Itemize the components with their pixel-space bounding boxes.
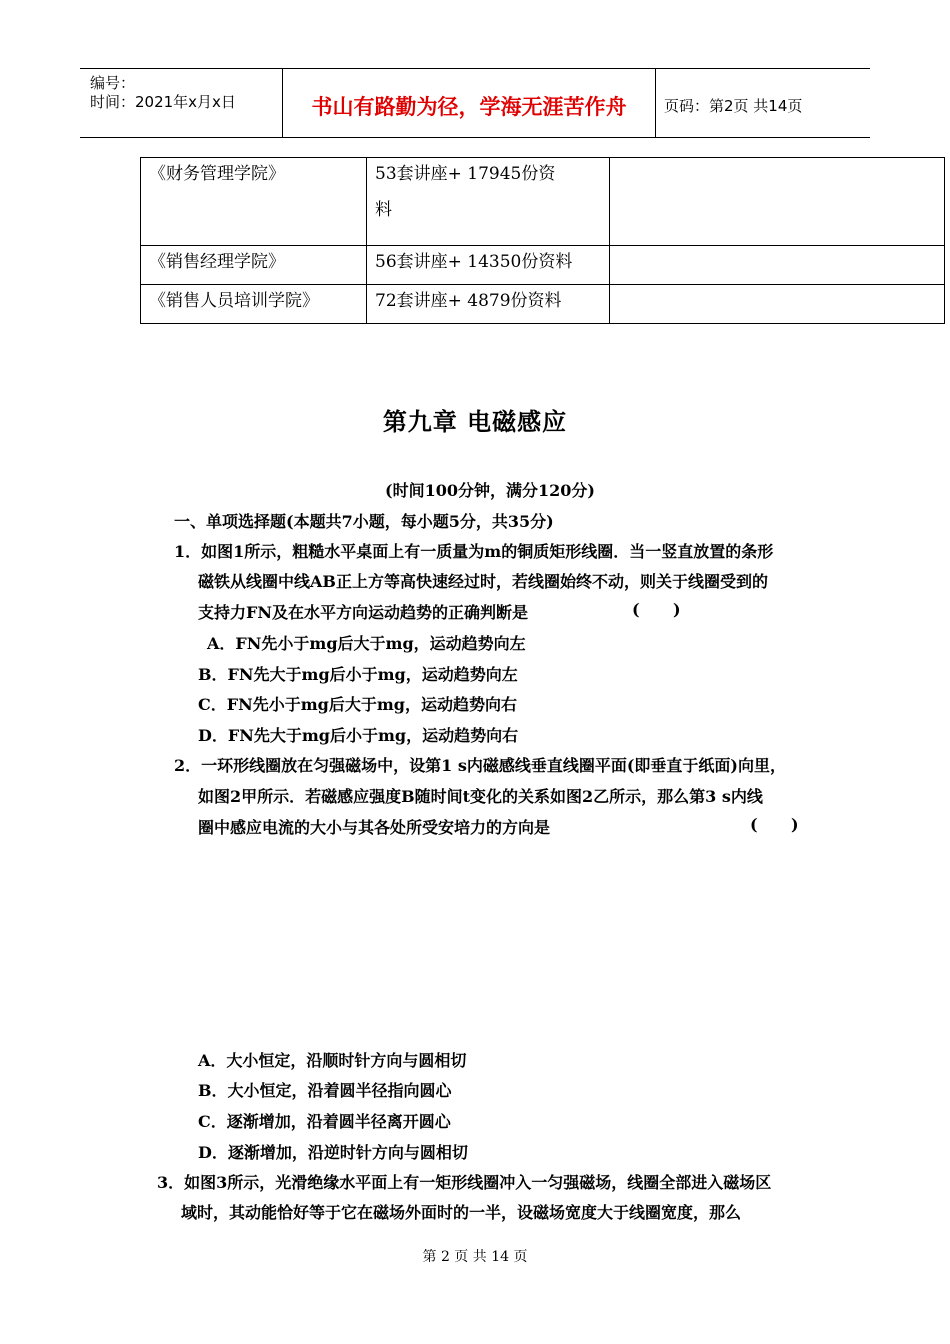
exam-subtitle: (时间100分钟，满分120分) <box>385 481 595 500</box>
table-cell-extra <box>610 158 945 246</box>
table-row <box>141 158 945 246</box>
question-2-line: 2．一环形线圈放在匀强磁场中，设第1 s内磁感线垂直线圈平面(即垂直于纸面)向里， <box>174 756 786 775</box>
content-line: 料 <box>375 200 392 220</box>
table-cell-name: 《财务管理学院》 <box>141 158 367 246</box>
option-item: B．大小恒定，沿着圆半径指向圆心 <box>198 1081 452 1100</box>
option-item: A．大小恒定，沿顺时针方向与圆相切 <box>198 1051 467 1070</box>
header-page-cell <box>655 69 870 137</box>
option-item: B．FN先大于mg后小于mg，运动趋势向左 <box>198 665 518 684</box>
time-label: 时间：2021年x月x日 <box>90 93 236 111</box>
content-line: 53套讲座+ 17945份资 <box>375 164 556 184</box>
option-item: C．FN先小于mg后大于mg，运动趋势向右 <box>198 695 517 714</box>
option-item: D．FN先大于mg后小于mg，运动趋势向右 <box>198 726 519 745</box>
page-footer: 第 2 页 共 14 页 <box>422 1249 528 1265</box>
table-cell-name: 《销售经理学院》 <box>141 246 367 285</box>
option-item: C．逐渐增加，沿着圆半径离开圆心 <box>198 1112 451 1131</box>
table-cell-content <box>367 158 610 246</box>
option-item: A．FN先小于mg后大于mg，运动趋势向左 <box>207 634 526 653</box>
chapter-title: 第九章 电磁感应 <box>382 407 568 436</box>
question-1-line: 1．如图1所示，粗糙水平桌面上有一质量为m的铜质矩形线圈．当一竖直放置的条形 <box>174 542 774 561</box>
motto: 书山有路勤为径，学海无涯苦作舟 <box>311 95 627 119</box>
answer-bracket: ( ) <box>750 815 799 834</box>
header-motto-cell <box>282 69 656 137</box>
question-1-line: 支持力FN及在水平方向运动趋势的正确判断是 <box>198 603 528 622</box>
question-2-line: 圈中感应电流的大小与其各处所受安培力的方向是 <box>198 818 551 837</box>
page-header <box>80 68 870 138</box>
table-cell-name: 《销售人员培训学院》 <box>141 285 367 324</box>
page-label: 页码：第2页 共14页 <box>664 97 803 115</box>
table-cell-content: 56套讲座+ 14350份资料 <box>367 246 610 285</box>
question-3-line: 域时，其动能恰好等于它在磁场外面时的一半，设磁场宽度大于线圈宽度，那么 <box>181 1203 742 1222</box>
option-item: D．逐渐增加，沿逆时针方向与圆相切 <box>198 1143 468 1162</box>
table-cell-content: 72套讲座+ 4879份资料 <box>367 285 610 324</box>
answer-bracket: ( ) <box>632 600 681 619</box>
table-row <box>141 246 945 285</box>
table-cell-extra <box>610 285 945 324</box>
question-2-line: 如图2甲所示．若磁感应强度B随时间t变化的关系如图2乙所示，那么第3 s内线 <box>198 787 763 806</box>
header-meta-cell <box>80 69 282 137</box>
question-1-line: 磁铁从线圈中线AB正上方等高快速经过时，若线圈始终不动，则关于线圈受到的 <box>198 572 768 591</box>
serial-label: 编号： <box>90 74 136 92</box>
resource-table <box>140 157 945 324</box>
section-heading: 一、单项选择题(本题共7小题，每小题5分，共35分) <box>174 512 554 531</box>
question-3-line: 3．如图3所示，光滑绝缘水平面上有一矩形线圈冲入一匀强磁场，线圈全部进入磁场区 <box>157 1173 772 1192</box>
table-cell-extra <box>610 246 945 285</box>
table-row <box>141 285 945 324</box>
